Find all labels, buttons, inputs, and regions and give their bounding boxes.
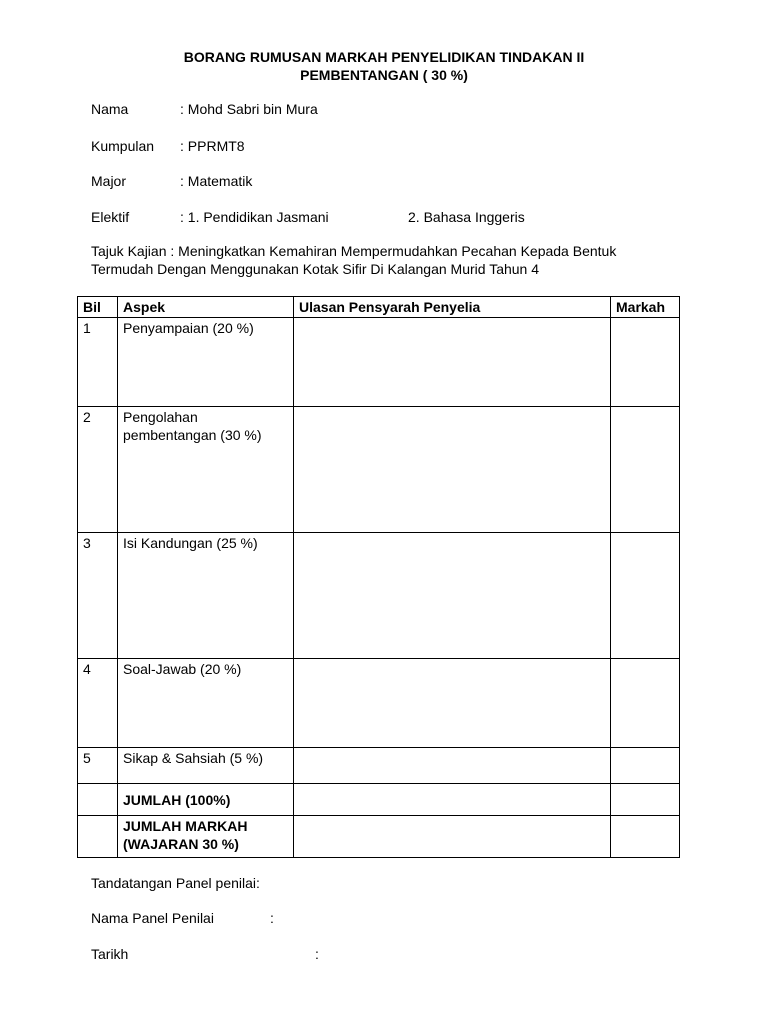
row-aspek: Soal-Jawab (20 %) [118,659,294,748]
table-row [78,318,680,407]
header-markah: Markah [611,297,680,318]
row-bil: 5 [78,748,118,784]
field-major-value: : Matematik [180,173,253,189]
row-aspek: Penyampaian (20 %) [118,318,294,407]
table-row [78,533,680,659]
jumlah-row [78,784,680,816]
header-aspek: Aspek [118,297,294,318]
row-aspek: Isi Kandungan (25 %) [118,533,294,659]
row-aspek [118,407,294,533]
field-elektif-value2: 2. Bahasa Inggeris [408,209,525,225]
jumlah-bil-cell [78,784,118,816]
row-aspek-line2: pembentangan (30 %) [123,427,262,443]
form-title-line1: BORANG RUMUSAN MARKAH PENYELIDIKAN TINDAKAN II [183,49,585,65]
jumlah-markah-line2: (WAJARAN 30 %) [123,836,239,852]
footer-tarikh [91,945,319,963]
row-markah-cell [611,407,680,533]
jumlah-markah-line1: JUMLAH MARKAH [123,818,248,834]
row-ulasan-cell [294,659,611,748]
row-ulasan-cell [294,407,611,533]
jumlah-markah-row [78,816,680,858]
row-bil: 1 [78,318,118,407]
jumlah-markah-ulasan-cell [294,816,611,858]
footer-nama-panel-colon: : [270,910,274,926]
field-elektif-label: Elektif [91,209,130,225]
field-kumpulan-value: : PPRMT8 [180,138,245,154]
row-aspek-line1: Pengolahan [123,409,198,425]
header-bil: Bil [78,297,118,318]
field-nama-value: : Mohd Sabri bin Mura [180,101,318,117]
row-markah-cell [611,318,680,407]
footer-nama-panel-label: Nama Panel Penilai [91,910,214,926]
row-aspek: Sikap & Sahsiah (5 %) [118,748,294,784]
table-row [78,659,680,748]
footer-nama-panel [91,909,274,927]
row-markah-cell [611,748,680,784]
row-markah-cell [611,659,680,748]
header-ulasan: Ulasan Pensyarah Penyelia [294,297,611,318]
tajuk-kajian [91,242,691,278]
field-major-label: Major [91,173,127,189]
jumlah-label: JUMLAH (100%) [118,784,294,816]
jumlah-markah-bil-cell [78,816,118,858]
form-title-line2: PEMBENTANGAN ( 30 %) [300,67,468,83]
table-row [78,748,680,784]
marks-table [77,296,680,858]
jumlah-markah-label [118,816,294,858]
row-markah-cell [611,533,680,659]
footer-tarikh-colon: : [315,946,319,962]
jumlah-markah-value-cell [611,816,680,858]
row-ulasan-cell [294,318,611,407]
tajuk-line2: Termudah Dengan Menggunakan Kotak Sifir Di Kalangan Murid Tahun 4 [91,261,540,277]
field-nama-label: Nama [91,101,129,117]
table-header-row [78,297,680,318]
field-elektif-value: : 1. Pendidikan Jasmani [180,209,329,225]
tajuk-line1: Tajuk Kajian : Meningkatkan Kemahiran Mempermudahkan Pecahan Kepada Bentuk [91,243,617,259]
field-kumpulan-label: Kumpulan [91,138,155,154]
jumlah-markah-cell [611,784,680,816]
row-bil: 3 [78,533,118,659]
jumlah-ulasan-cell [294,784,611,816]
row-bil: 2 [78,407,118,533]
footer-tandatangan: Tandatangan Panel penilai: [91,875,260,891]
form-title [0,48,768,84]
row-ulasan-cell [294,533,611,659]
footer-tarikh-label: Tarikh [91,946,129,962]
row-ulasan-cell [294,748,611,784]
table-row [78,407,680,533]
row-bil: 4 [78,659,118,748]
